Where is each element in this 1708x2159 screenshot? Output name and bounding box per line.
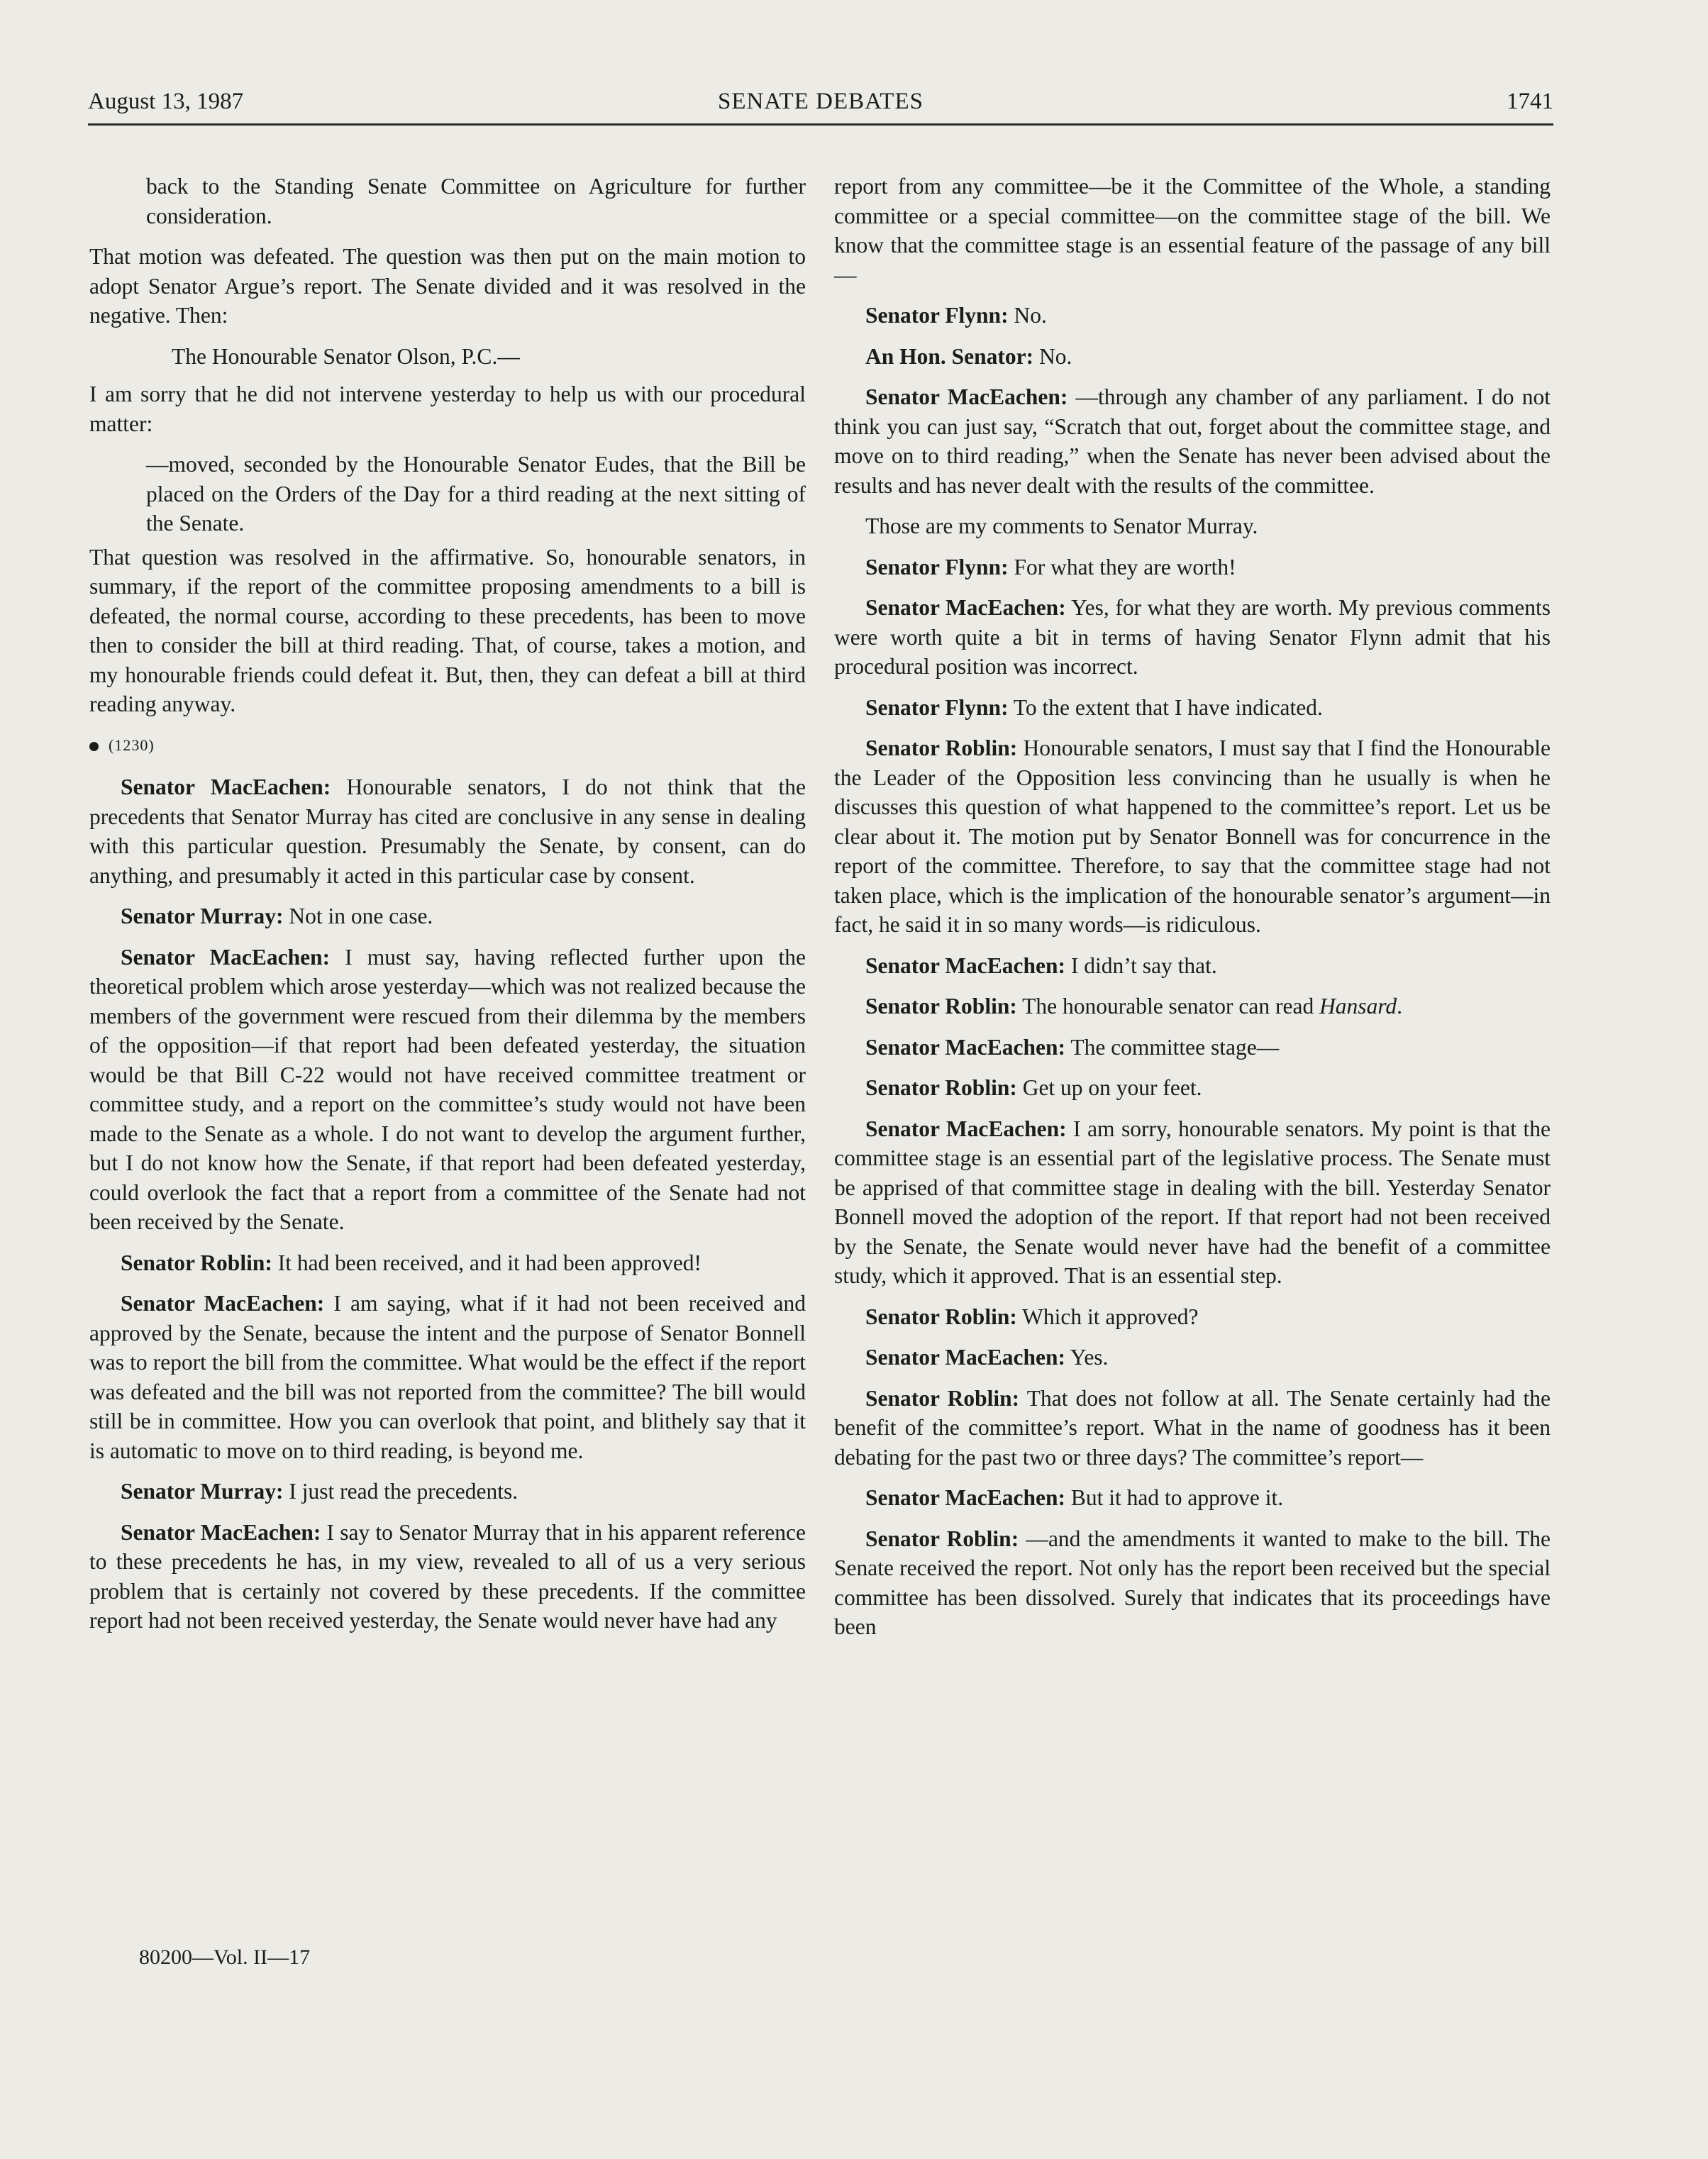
left-column: [89, 172, 806, 1647]
right-column: [834, 172, 1551, 1653]
bullet-icon: [89, 742, 99, 751]
speaker-name: Senator MacEachen:: [865, 384, 1068, 409]
speaker-name: Senator MacEachen:: [865, 595, 1066, 620]
speaker-name: Senator MacEachen:: [865, 1116, 1067, 1141]
speech-text: Honourable senators, I do not think that the precedents that Senator Murray has cited are conclusive in any sense in dealing with this particular question. Presumably the Senate, by consent, can do anything, and presumably it acted in this particular case by consent.: [89, 775, 806, 888]
header-page-number: 1741: [1507, 89, 1553, 114]
speech: [834, 1033, 1551, 1062]
speech: [834, 693, 1551, 723]
speaker-name: Senator Flynn:: [865, 303, 1009, 328]
speech-text: Honourable senators, I must say that I find the Honourable the Leader of the Opposition less convincing than he usually is when he discusses this question of what happened to the committee’s report. Let us be clear about it. The motion put by Senator Bonnell was for concurrence in the report of the committee. Therefore, to say that the committee stage had not taken place, which is the implication of the honourable senator’s argument—in fact, he said it in so many words—is ridiculous.: [834, 736, 1551, 937]
speech: [834, 992, 1551, 1021]
paragraph: The Honourable Senator Olson, P.C.—: [172, 343, 520, 369]
speech: [89, 1289, 806, 1465]
speaker-name: Senator Murray:: [121, 1479, 284, 1504]
speech: [834, 1483, 1551, 1513]
speech: [834, 1343, 1551, 1372]
speaker-name: Senator MacEachen:: [121, 775, 331, 799]
speaker-name: Senator MacEachen:: [865, 953, 1066, 978]
speech: [834, 951, 1551, 981]
speaker-name: Senator Roblin:: [865, 1385, 1020, 1411]
speech-text: Yes, for what they are worth. My previous comments were worth quite a bit in terms of having Senator Flynn admit that his procedural position was incorrect.: [834, 595, 1551, 679]
speech-text: For what they are worth!: [1008, 554, 1236, 579]
speech: [834, 553, 1551, 582]
paragraph: That question was resolved in the affirmative. So, honourable senators, in summary, if the report of the committee proposing amendments to a bill is defeated, the normal course, according to these precedents, has been to move then to consider the bill at third reading. That, of course, takes a motion, and my honourable friends could defeat it. But, then, they can defeat a bill at third reading anyway.: [89, 544, 806, 716]
speech: [834, 1302, 1551, 1332]
speaker-name: Senator Roblin:: [865, 1075, 1017, 1100]
speaker-name: Senator Roblin:: [865, 736, 1018, 760]
speech-text: —and the amendments it wanted to make to the bill. The Senate received the report. Not only has the report been received but the special committee has been dissolved. Surely that indicates that its proceedings have been: [834, 1526, 1551, 1639]
speech: [89, 1477, 806, 1506]
speaker-name: Senator Murray:: [121, 904, 284, 928]
speech: [89, 1248, 806, 1278]
speech: [834, 733, 1551, 940]
speaker-name: Senator MacEachen:: [121, 944, 331, 970]
footer-code: 80200—Vol. II—17: [139, 1946, 311, 1969]
speech-text: I just read the precedents.: [283, 1479, 518, 1504]
speech: [89, 772, 806, 890]
speech: [834, 593, 1551, 682]
paragraph: —moved, seconded by the Honourable Senator Eudes, that the Bill be placed on the Orders of the Day for a third reading at the next sitting of the Senate.: [146, 452, 806, 535]
speech-text-end: .: [1397, 994, 1403, 1019]
speech-text: Not in one case.: [283, 904, 433, 928]
speech-text: —through any chamber of any parliament. I do not think you can just say, “Scratch that out, forget about the committee stage, and move on to third reading,” when the Senate has never been advised about the results and has never dealt with the results of the committee.: [834, 384, 1551, 498]
speech-text: But it had to approve it.: [1065, 1485, 1284, 1510]
speech-text: Yes.: [1065, 1345, 1109, 1370]
speech: [834, 1384, 1551, 1472]
paragraph: report from any committee—be it the Committee of the Whole, a standing committee or a special committee—on the committee stage of the bill. We know that the committee stage is an essential feature of the passage of any bill—: [834, 174, 1551, 287]
speaker-name: Senator Flynn:: [865, 694, 1009, 720]
speech-text: I didn’t say that.: [1065, 953, 1217, 978]
speech: [834, 301, 1551, 331]
speaker-name: Senator Roblin:: [121, 1250, 272, 1275]
speech-text: The committee stage—: [1065, 1034, 1280, 1060]
header-date: August 13, 1987: [88, 89, 244, 114]
speech-text: Which it approved?: [1016, 1304, 1199, 1329]
speech: [834, 342, 1551, 372]
speaker-name: Senator MacEachen:: [121, 1519, 321, 1545]
speech-text: It had been received, and it had been approved!: [272, 1250, 702, 1275]
speech-text: I am sorry, honourable senators. My point is that the committee stage is an essential part of the legislative process. The Senate must be apprised of that committee stage in dealing with the bill. Yesterday Senator Bonnell moved the adoption of the report. If that report had not been received by the Senate, the Senate would never have had the benefit of a committee study, which it approved. That is an essential step.: [834, 1116, 1551, 1288]
speech-text: I say to Senator Murray that in his apparent reference to these precedents he has, in my view, revealed to all of us a very serious problem that is certainly not covered by these precedents. If the committee report had not been received yesterday, the Senate would never have had any: [89, 1519, 806, 1633]
speaker-name: Senator MacEachen:: [865, 1345, 1066, 1370]
speech-text: Get up on your feet.: [1016, 1075, 1202, 1100]
speech: [834, 382, 1551, 500]
speaker-name: Senator MacEachen:: [865, 1485, 1066, 1510]
paragraph: Those are my comments to Senator Murray.: [865, 514, 1258, 538]
speaker-name: Senator MacEachen:: [865, 1034, 1066, 1060]
paragraph: I am sorry that he did not intervene yesterday to help us with our procedural matter:: [89, 382, 806, 436]
time-marker-label: (1230): [109, 736, 155, 754]
header-title: SENATE DEBATES: [718, 89, 924, 114]
speech-text: No.: [1033, 343, 1072, 369]
speaker-name: An Hon. Senator:: [865, 343, 1034, 369]
speech-text: I am saying, what if it had not been received and approved by the Senate, because the intent and the purpose of Senator Bonnell was to report the bill from the committee. What would be the effect if the report was defeated and the bill was not reported from the committee? The bill would still be in committee. How you can overlook that point, and blithely say that it is automatic to move on to third reading, is beyond me.: [89, 1291, 806, 1463]
speaker-name: Senator Roblin:: [865, 994, 1017, 1019]
speech: [834, 1073, 1551, 1103]
page-header: [88, 84, 1553, 126]
speech-text: That does not follow at all. The Senate certainly had the benefit of the committee’s report. What in the name of goodness has it been debating for the past two or three days? The committee’s report—: [834, 1385, 1551, 1470]
speech-text: The honourable senator can read: [1016, 994, 1320, 1019]
speech: [834, 1114, 1551, 1291]
paragraph: back to the Standing Senate Committee on Agriculture for further consideration.: [146, 174, 806, 228]
speech: [834, 1524, 1551, 1642]
italic-title: Hansard: [1319, 994, 1397, 1019]
speech: [89, 1518, 806, 1636]
speech: [89, 901, 806, 931]
speech-text: To the extent that I have indicated.: [1008, 694, 1323, 720]
speaker-name: Senator Roblin:: [865, 1304, 1017, 1329]
speaker-name: Senator Flynn:: [865, 554, 1009, 579]
speech-text: I must say, having reflected further upon the theoretical problem which arose yesterday—which was not realized because the members of the government were rescued from their dilemma by the members of the opposition—if that report had been defeated yesterday, the situation would be that Bill C-22 would not have received committee treatment or committee study, and a report on the committee’s study would not have been made to the Senate as a whole. I do not want to develop the argument further, but I do not know how the Senate, if that report had been defeated yesterday, could overlook the fact that a report from a committee of the Senate had not been received by the Senate.: [89, 944, 806, 1234]
speech-text: No.: [1008, 303, 1047, 328]
time-marker: [89, 731, 806, 760]
speech: [89, 943, 806, 1237]
speaker-name: Senator Roblin:: [865, 1526, 1019, 1551]
speaker-name: Senator MacEachen:: [121, 1291, 325, 1316]
paragraph: That motion was defeated. The question was then put on the main motion to adopt Senator Argue’s report. The Senate divided and it was resolved in the negative. Then:: [89, 244, 806, 328]
